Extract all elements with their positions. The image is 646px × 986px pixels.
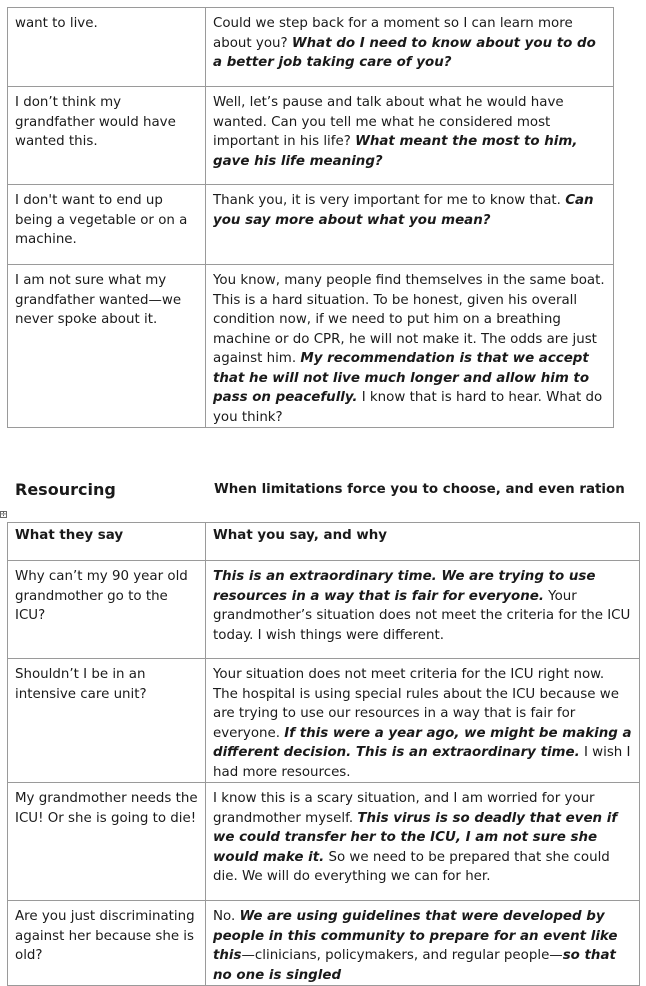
you-say-cell: You know, many people find themselves in the same boat. This is a hard situation. To be honest, given his overall condition now, if we need to put him on a breathing machine or do CPR, he will not make it. The odds are just against him. My recommendation is that we accept that he will not live much longer and allow him to pass on peacefully. I know that is hard to hear. What do you think? — [206, 265, 614, 428]
table-row — [8, 87, 614, 185]
column-header-you-say: What you say, and why — [206, 523, 640, 561]
table-move-handle-icon[interactable]: ✢ — [1, 511, 7, 518]
they-say-cell: Are you just discriminating against her because she is old? — [8, 901, 206, 986]
you-say-cell: Could we step back for a moment so I can learn more about you? What do I need to know about you to do a better job taking care of you? — [206, 8, 614, 87]
table-row — [8, 659, 640, 783]
section-subtitle: When limitations force you to choose, and even ration — [214, 482, 625, 497]
they-say-cell: I am not sure what my grandfather wanted—we never spoke about it. — [8, 265, 206, 428]
table-row — [8, 561, 640, 659]
you-say-cell: This is an extraordinary time. We are trying to use resources in a way that is fair for everyone. Your grandmother’s situation does not meet the criteria for the ICU today. I wish things were different. — [206, 561, 640, 659]
you-say-cell: Your situation does not meet criteria for the ICU right now. The hospital is using special rules about the ICU because we are trying to use our resources in a way that is fair for everyone. If this were a year ago, we might be making a different decision. This is an extraordinary time. I wish I had more resources. — [206, 659, 640, 783]
they-say-cell: Shouldn’t I be in an intensive care unit? — [8, 659, 206, 783]
they-say-cell: My grandmother needs the ICU! Or she is going to die! — [8, 783, 206, 901]
they-say-cell: I don’t think my grandfather would have wanted this. — [8, 87, 206, 185]
column-header-they-say: What they say — [8, 523, 206, 561]
you-say-cell: Well, let’s pause and talk about what he would have wanted. Can you tell me what he considered most important in his life? What meant the most to him, gave his life meaning? — [206, 87, 614, 185]
table-row — [8, 783, 640, 901]
table-row — [8, 901, 640, 986]
they-say-cell: want to live. — [8, 8, 206, 87]
you-say-cell: No. We are using guidelines that were developed by people in this community to prepare for an event like this—clinicians, policymakers, and regular people—so that no one is singled — [206, 901, 640, 986]
table-row — [8, 265, 614, 428]
they-say-cell: I don't want to end up being a vegetable or on a machine. — [8, 185, 206, 265]
dialogue-table-resourcing — [7, 522, 640, 986]
they-say-cell: Why can’t my 90 year old grandmother go to the ICU? — [8, 561, 206, 659]
you-say-cell: I know this is a scary situation, and I am worried for your grandmother myself. This virus is so deadly that even if we could transfer her to the ICU, I am not sure she would make it. So we need to be prepared that she could die. We will do everything we can for her. — [206, 783, 640, 901]
you-say-cell: Thank you, it is very important for me to know that. Can you say more about what you mean? — [206, 185, 614, 265]
table-row — [8, 8, 614, 87]
dialogue-table-top — [7, 7, 614, 428]
table-row — [8, 185, 614, 265]
table-header-row — [8, 523, 640, 561]
section-title: Resourcing — [15, 480, 116, 499]
